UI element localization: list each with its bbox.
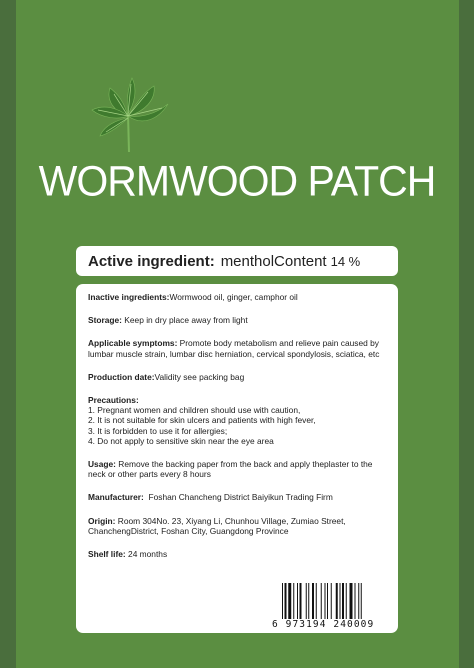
barcode-bar xyxy=(321,583,322,619)
active-ingredient-value: mentholContent xyxy=(220,252,327,270)
barcode xyxy=(272,583,390,629)
barcode-bar xyxy=(327,583,328,619)
precaution-item: 4. Do not apply to sensitive skin near the eye area xyxy=(88,435,274,446)
shelf-label: Shelf life: xyxy=(88,549,126,560)
applicable-symptoms xyxy=(88,338,388,358)
barcode-bar xyxy=(331,583,332,619)
usage-label: Usage: xyxy=(88,459,116,470)
manufacturer-label: Manufacturer: xyxy=(88,492,144,503)
shelf-text: 24 months xyxy=(125,549,168,560)
barcode-bar xyxy=(358,583,359,619)
barcode-bar xyxy=(346,583,347,619)
barcode-number: 6 973194 240009 xyxy=(272,619,375,630)
inactive-ingredients xyxy=(88,292,388,302)
active-ingredient-label: Active ingredient: xyxy=(88,252,215,270)
barcode-bar xyxy=(342,583,344,619)
production-date xyxy=(88,372,388,382)
precautions-label: Precautions: xyxy=(88,395,139,406)
manufacturer xyxy=(88,492,388,502)
barcode-bar xyxy=(288,583,291,619)
product-title: WORMWOOD PATCH xyxy=(38,156,436,206)
active-ingredient-box xyxy=(76,246,398,276)
origin-label: Origin: xyxy=(88,515,116,526)
barcode-bar xyxy=(293,583,294,619)
origin-text: Room 304No. 23, Xiyang Li, Chunhou Village, Zumiao Street, ChanchengDistrict, Foshan City, Guangdong Province xyxy=(88,515,346,536)
info-box xyxy=(76,284,398,633)
inactive-text: Wormwood oil, ginger, camphor oil xyxy=(169,292,298,302)
barcode-bar xyxy=(300,583,302,619)
precaution-item: 1. Pregnant women and children should use with caution, xyxy=(88,405,301,416)
inactive-label: Inactive ingredients: xyxy=(88,292,170,302)
barcode-bar xyxy=(316,583,317,619)
usage-text: Remove the backing paper from the back and apply theplaster to the neck or other parts every 8 hours xyxy=(88,459,373,480)
barcode-bar xyxy=(308,583,309,619)
wormwood-leaf-icon xyxy=(84,74,174,154)
symptoms-label: Applicable symptoms: xyxy=(88,338,178,349)
barcode-bar xyxy=(350,583,353,619)
manufacturer-text: Foshan Chancheng District Baiyikun Trading Firm xyxy=(143,492,333,503)
production-label: Production date: xyxy=(88,371,155,382)
usage xyxy=(88,459,388,479)
origin xyxy=(88,516,388,536)
barcode-bar xyxy=(355,583,356,619)
barcode-bar xyxy=(297,583,298,619)
symptoms-text: Promote body metabolism and relieve pain caused by lumbar muscle strain, lumbar disc herniation, cervical spondylosis, sciatica, etc xyxy=(88,338,380,359)
barcode-bar xyxy=(325,583,326,619)
shelf-life xyxy=(88,549,388,559)
barcode-bar xyxy=(340,583,341,619)
storage-label: Storage: xyxy=(88,315,122,326)
barcode-bar xyxy=(361,583,362,619)
barcode-bar xyxy=(336,583,338,619)
barcode-bar xyxy=(306,583,307,619)
precautions xyxy=(88,395,388,446)
barcode-bar xyxy=(282,583,283,619)
barcode-bar xyxy=(285,583,287,619)
barcode-bar xyxy=(312,583,314,619)
barcode-bars xyxy=(282,583,388,619)
precaution-item: 3. It is forbidden to use it for allergies; xyxy=(88,425,228,436)
storage xyxy=(88,315,388,325)
storage-text: Keep in dry place away from light xyxy=(121,315,248,326)
precaution-item: 2. It is not suitable for skin ulcers and patients with high fever, xyxy=(88,415,316,426)
production-text: Validity see packing bag xyxy=(154,371,245,382)
active-ingredient-percent: 14 % xyxy=(330,253,361,269)
